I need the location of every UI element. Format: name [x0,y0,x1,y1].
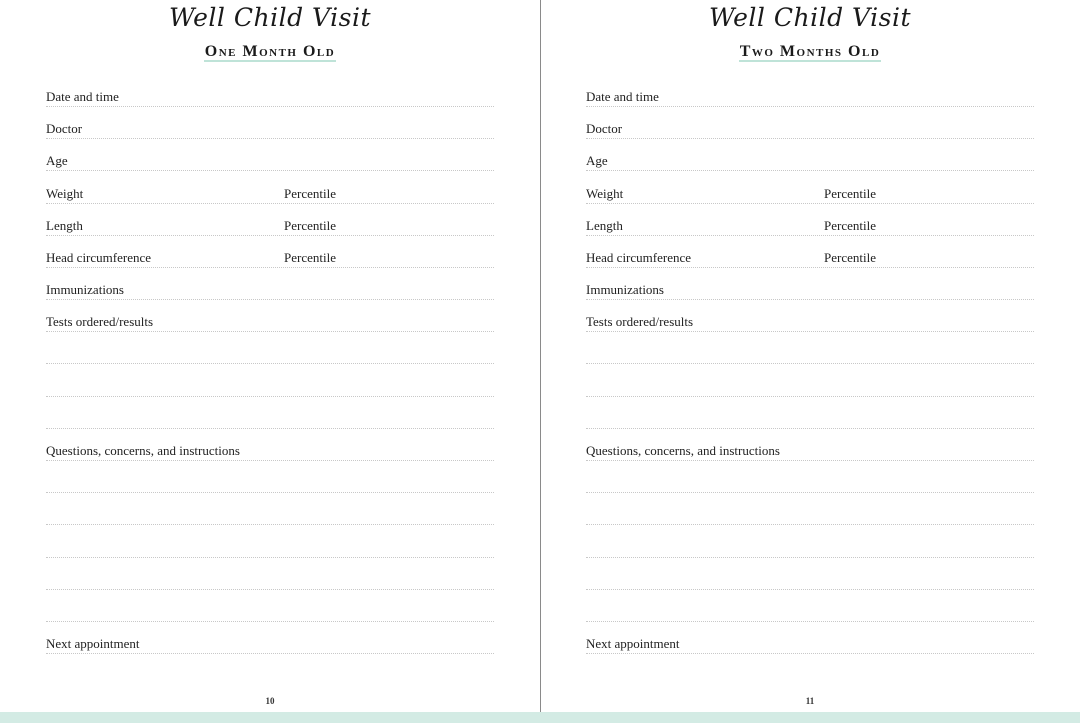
weight-percentile-label: Percentile [824,186,876,201]
head-circumference-field[interactable] [586,247,1034,268]
length-field[interactable] [46,215,494,236]
age-label: Age [46,153,68,168]
next-appointment-label: Next appointment [46,636,140,651]
head-percentile-label: Percentile [824,250,876,265]
tests-field[interactable] [46,311,494,332]
head-percentile-label: Percentile [284,250,336,265]
doctor-field[interactable] [586,118,1034,139]
tests-field[interactable] [586,311,1034,332]
questions-blank-line[interactable] [586,569,1034,590]
page-number: 11 [805,696,815,706]
tests-blank-line[interactable] [46,343,494,364]
tests-blank-line[interactable] [46,408,494,429]
immunizations-field[interactable] [586,279,1034,300]
questions-blank-line[interactable] [586,472,1034,493]
age-field[interactable] [46,150,494,171]
questions-blank-line[interactable] [46,601,494,622]
page-title: Well Child Visit [168,3,372,32]
weight-field[interactable] [46,183,494,204]
next-appointment-field[interactable] [46,633,494,654]
length-field[interactable] [586,215,1034,236]
tests-blank-line[interactable] [46,376,494,397]
page-subtitle [540,43,1080,61]
immunizations-label: Immunizations [586,282,664,297]
right-page [540,0,1080,712]
doctor-label: Doctor [46,121,83,136]
tests-label: Tests ordered/results [586,314,694,329]
doctor-label: Doctor [586,121,623,136]
date-time-label: Date and time [46,89,119,104]
date-time-field[interactable] [46,86,494,107]
immunizations-field[interactable] [46,279,494,300]
page-title: Well Child Visit [708,3,912,32]
questions-label: Questions, concerns, and instructions [586,443,780,458]
weight-field[interactable] [586,183,1034,204]
age-label: Age [586,153,608,168]
weight-label: Weight [586,186,624,201]
questions-blank-line[interactable] [586,601,1034,622]
immunizations-label: Immunizations [46,282,124,297]
questions-blank-line[interactable] [46,537,494,558]
age-field[interactable] [586,150,1034,171]
head-circumference-label: Head circumference [46,250,152,265]
questions-field[interactable] [586,440,1034,461]
subtitle-text: Two Months Old [739,43,881,60]
tests-label: Tests ordered/results [46,314,154,329]
questions-blank-line[interactable] [46,569,494,590]
head-circumference-label: Head circumference [586,250,692,265]
date-time-label: Date and time [586,89,659,104]
tests-blank-line[interactable] [586,408,1034,429]
book-spine-divider [540,0,541,723]
questions-blank-line[interactable] [46,472,494,493]
tests-blank-line[interactable] [586,343,1034,364]
next-appointment-field[interactable] [586,633,1034,654]
questions-blank-line[interactable] [586,537,1034,558]
doctor-field[interactable] [46,118,494,139]
weight-label: Weight [46,186,84,201]
length-label: Length [586,218,623,233]
length-label: Length [46,218,83,233]
page-subtitle [0,43,540,61]
questions-field[interactable] [46,440,494,461]
page-number: 10 [265,696,275,706]
head-circumference-field[interactable] [46,247,494,268]
questions-label: Questions, concerns, and instructions [46,443,240,458]
length-percentile-label: Percentile [824,218,876,233]
subtitle-text: One Month Old [204,43,336,60]
next-appointment-label: Next appointment [586,636,680,651]
weight-percentile-label: Percentile [284,186,336,201]
tests-blank-line[interactable] [586,376,1034,397]
bottom-accent-band [0,712,1080,723]
questions-blank-line[interactable] [586,504,1034,525]
left-page [0,0,540,712]
length-percentile-label: Percentile [284,218,336,233]
questions-blank-line[interactable] [46,504,494,525]
date-time-field[interactable] [586,86,1034,107]
